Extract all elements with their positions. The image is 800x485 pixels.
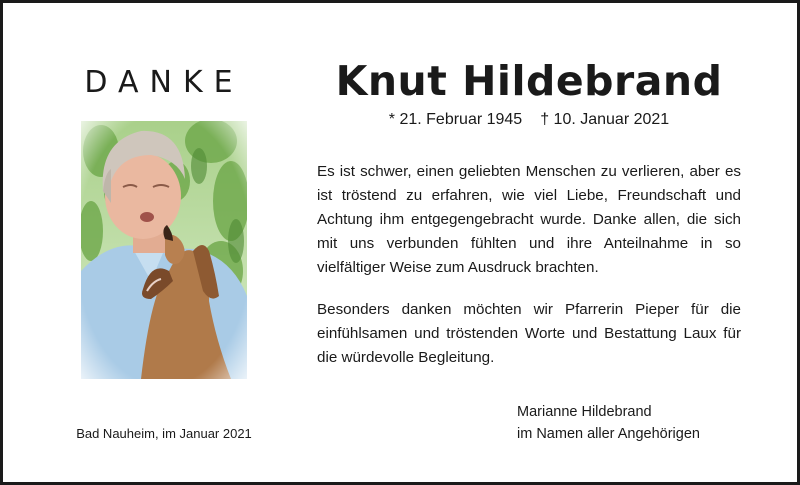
place-date: Bad Nauheim, im Januar 2021 — [76, 426, 252, 441]
signature-name: Marianne Hildebrand — [517, 404, 652, 420]
thanks-heading: DANKE — [84, 65, 244, 100]
thanks-paragraph-1: Es ist schwer, einen geliebten Menschen zu verlieren, aber es ist tröstend zu erfahren, wie viel Liebe, Freundschaft und Achtung ihm entgegengebracht wurde. Danke allen, die sich mit uns verbunden fühlten und ihre Anteilnahme in so vielfältiger Weise zum Ausdruck brachten. — [317, 163, 741, 276]
birth-date: * 21. Februar 1945 — [388, 111, 523, 128]
life-dates — [303, 110, 755, 130]
signature-relation: im Namen aller Angehörigen — [517, 426, 700, 442]
thanks-paragraph-2: Besonders danken möchten wir Pfarrerin Pieper für die einfühlsamen und tröstenden Worte und Bestattung Laux für die würdevolle Begleitung. — [317, 301, 741, 366]
signature-block — [517, 401, 747, 445]
deceased-name: Knut Hildebrand — [335, 57, 723, 105]
death-date: † 10. Januar 2021 — [540, 111, 670, 128]
portrait-photo — [81, 121, 247, 379]
